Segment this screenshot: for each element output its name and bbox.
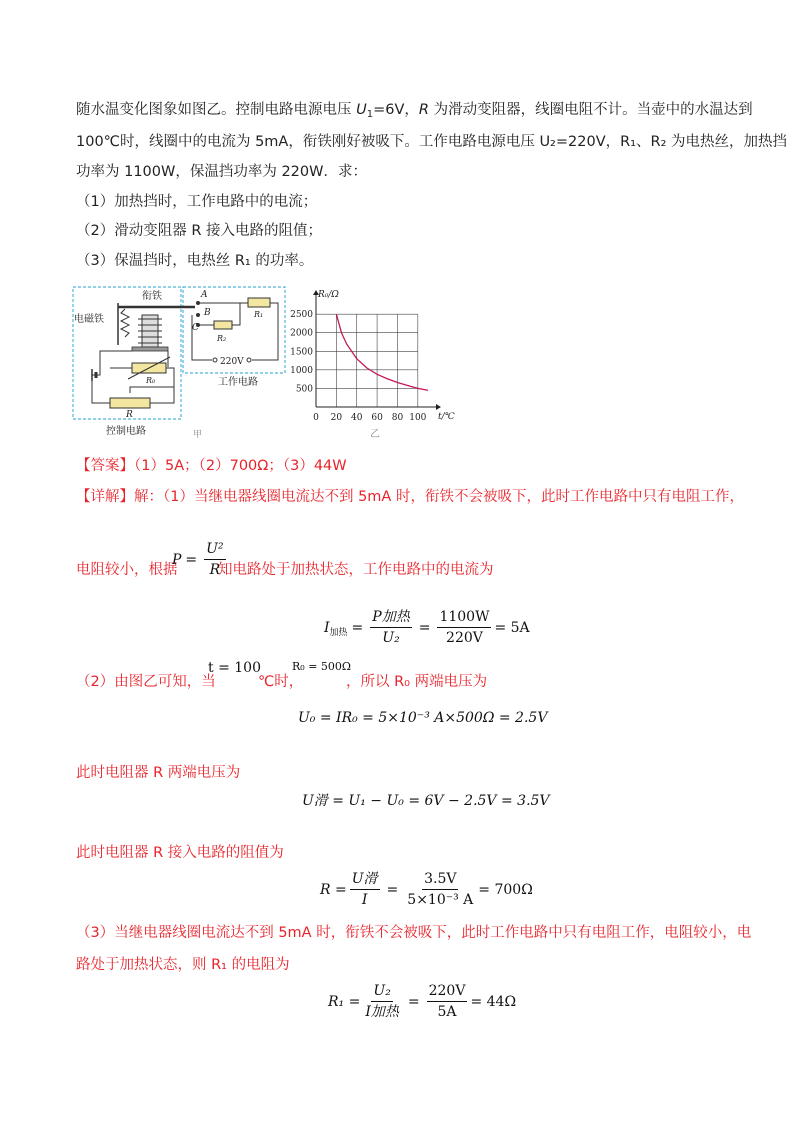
resistor-r2-icon [214, 321, 232, 329]
equation-4: R = $\frac{\text{U滑}}{I}$ = $\frac{3.5V}{\text{5×10⁻³ A}}$ = 700Ω [320, 871, 533, 908]
explanation-line-4: 此时电阻器 R 两端电压为 [76, 765, 241, 781]
x-tick-label: 20 [330, 413, 343, 423]
y-tick-label: 1000 [290, 365, 313, 376]
x-tick-label: 100 [409, 413, 427, 423]
label-r1: R₁ [254, 310, 264, 319]
figure-b-caption: 乙 [370, 429, 380, 440]
answer-line [76, 456, 347, 476]
label-r: R [126, 410, 133, 420]
y-tick-label: 1500 [290, 347, 313, 358]
label-r2: R₂ [217, 334, 227, 343]
explanation-label: 【详解】 [76, 489, 134, 505]
explanation-line-2b: 知电路处于加热状态，工作电路中的电流为 [218, 562, 494, 578]
r-symbol: R [418, 102, 429, 118]
eq4-num1: U滑 [350, 870, 380, 890]
explanation-line-1 [76, 487, 744, 507]
explanation-line-2a: 电阻较小，根据 [76, 562, 178, 578]
y-tick-label: 2500 [290, 310, 313, 321]
equation-1: I 加热 = $\frac{\text{P加热}}{\text{U₂}}$ = $\frac{1100W}{220V}$ = 5A [324, 609, 530, 646]
eq5-num1: U₂ [371, 982, 392, 1002]
resistor-r1-icon [248, 298, 270, 307]
label-r0: R₀ [146, 376, 156, 385]
series-line [336, 314, 428, 390]
rheostat-r-icon [110, 398, 150, 408]
label-b: B [204, 308, 211, 318]
y-tick-label: 2000 [290, 328, 313, 339]
contact-b-icon [196, 313, 200, 317]
eq5-den2: 5A [437, 1004, 457, 1020]
explanation-line-3c: ，所以 R₀ 两端电压为 [346, 674, 488, 690]
explanation-line-3a: （2）由图乙可知，当 [76, 674, 216, 690]
question-2: （2）滑动变阻器 R 接入电路的阻值； [76, 223, 323, 239]
eq4-den1: I [361, 892, 368, 908]
explanation-line-3b: ℃时， [258, 674, 304, 690]
work-circuit-label: 工作电路 [218, 377, 258, 388]
power-denominator: R [209, 562, 221, 578]
x-tick-label: 80 [391, 413, 404, 423]
eq4-num2: 3.5V [422, 870, 458, 890]
eq4-lhs: R = [320, 881, 347, 898]
x-axis-arrow [436, 404, 441, 410]
eq4-den2: 5×10⁻³ A [407, 892, 474, 908]
eq1-den2: 220V [446, 630, 483, 646]
resistance-temperature-chart [290, 285, 460, 445]
power-p: P [172, 551, 182, 568]
problem-line-1-text-c: 为滑动变阻器，线圈电阻不计。当壶中的水温达到 [428, 102, 753, 118]
electromagnet-label: 电磁铁 [74, 314, 104, 325]
problem-line-1 [76, 100, 753, 120]
u1-symbol: U [356, 102, 367, 118]
eq4-result: = 700Ω [478, 881, 533, 898]
eq1-num2: 1100W [437, 608, 491, 628]
explanation-p1: 解：（1）当继电器线圈电流达不到 5mA 时，衔铁不会被吸下，此时工作电路中只有电阻工作， [134, 489, 744, 505]
eq1-num1: P加热 [370, 608, 411, 628]
eq1-lhs-sub: 加热 [329, 628, 348, 638]
armature-label: 衔铁 [142, 291, 162, 302]
label-c: C [192, 323, 199, 333]
u1-subscript: 1 [366, 109, 374, 120]
figure-a-caption: 甲 [193, 430, 203, 440]
x-axis-label: t/℃ [438, 412, 455, 422]
explanation-line-6: （3）当继电器线圈电流达不到 5mA 时，衔铁不会被吸下，此时工作电路中只有电阻工作，电阻较小，电 [76, 925, 752, 941]
eq1-lhs: I [324, 619, 330, 636]
answer-label: 【答案】 [76, 458, 134, 474]
eq5-frac-2 [427, 982, 468, 1021]
question-3: （3）保温挡时，电热丝 R₁ 的功率。 [76, 253, 314, 269]
equation-3: U滑 = U₁ − U₀ = 6V − 2.5V = 3.5V [302, 793, 550, 809]
x-tick-label: 0 [313, 413, 319, 423]
control-circuit-label: 控制电路 [106, 426, 146, 437]
eq5-result: = 44Ω [470, 993, 517, 1010]
question-1: （1）加热挡时，工作电路中的电流； [76, 194, 318, 210]
eq1-frac-2 [437, 608, 491, 647]
eq5-frac-1 [363, 982, 401, 1021]
condition-r0: R₀ = 500Ω [292, 660, 352, 673]
equation-5: R₁ = $\frac{\text{U₂}}{\text{I加热}}$ = $\frac{220V}{5A}$ = 44Ω [328, 983, 517, 1020]
eq4-frac-2 [405, 870, 475, 909]
answer-text: （1）5A；（2）700Ω；（3）44W [134, 458, 347, 474]
eq1-frac-1 [370, 608, 411, 647]
y-tick-label: 500 [295, 384, 313, 395]
eq4-frac-1 [350, 870, 380, 909]
condition-t: t = 100 [208, 660, 261, 676]
equation-2: U₀ = IR₀ = 5×10⁻³ A×500Ω = 2.5V [298, 710, 548, 726]
power-numerator: U² [204, 540, 225, 560]
eq1-result: = 5A [494, 619, 530, 636]
power-eq-sign: = [185, 551, 198, 568]
eq5-den1: I加热 [365, 1004, 399, 1020]
circuit-diagram [70, 285, 290, 445]
eq5-num2: 220V [427, 982, 468, 1002]
label-220v: 220V [220, 357, 244, 367]
explanation-line-7: 路处于加热状态，则 R₁ 的电阻为 [76, 957, 290, 973]
eq1-den1: U₂ [382, 630, 400, 646]
spring-icon [121, 309, 129, 337]
eq5-lhs: R₁ = [328, 993, 361, 1010]
explanation-line-5: 此时电阻器 R 接入电路的阻值为 [76, 845, 284, 861]
x-tick-label: 40 [351, 413, 363, 423]
problem-line-1-text-b: =6V， [373, 102, 419, 118]
x-tick-label: 60 [371, 413, 383, 423]
label-a: A [201, 290, 208, 300]
y-axis-label: R₀/Ω [318, 290, 339, 300]
problem-line-3: 功率为 1100W，保温挡功率为 220W．求： [76, 164, 367, 180]
problem-line-2: 100℃时，线圈中的电流为 5mA，衔铁刚好被吸下。工作电路电源电压 U₂=220V，R₁、R₂ 为电热丝，加热挡 [76, 134, 787, 150]
problem-line-1-text-a: 随水温变化图象如图乙。控制电路电源电压 [76, 102, 357, 118]
